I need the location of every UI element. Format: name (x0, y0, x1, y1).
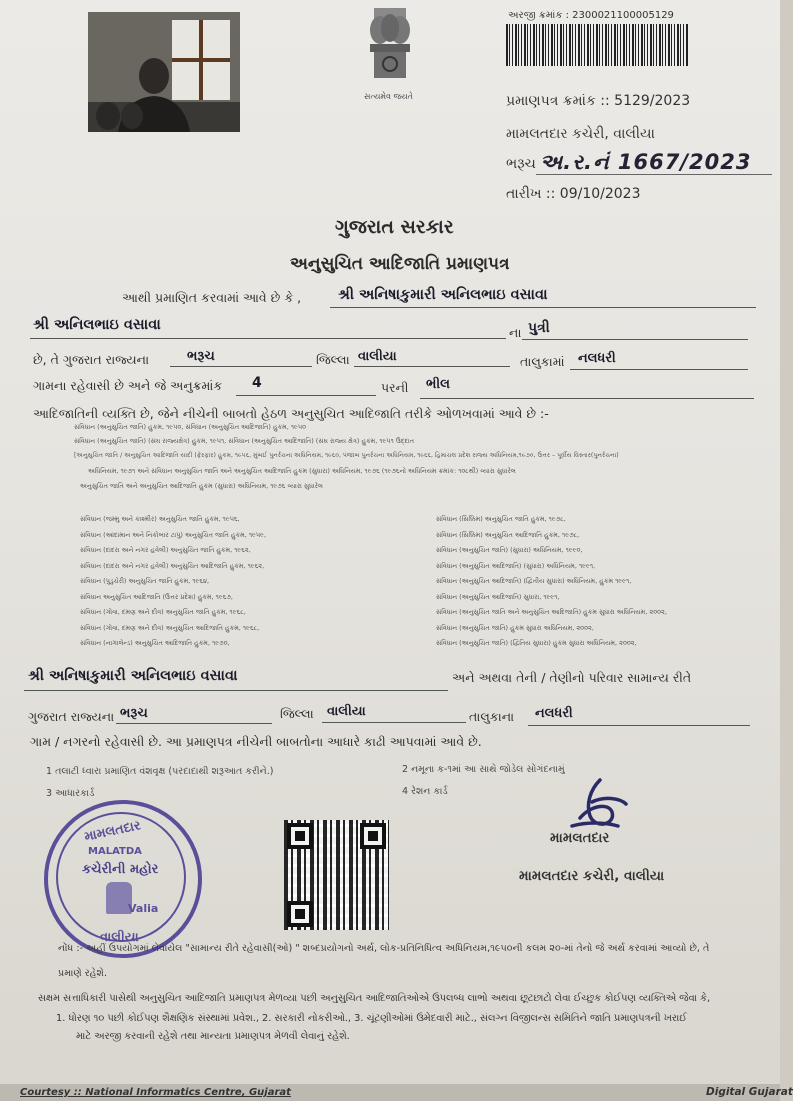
doc-item: 1 તલાટી ધ્વારા પ્રમાણિત વંશવૃક્ષ (પરદાદાથી શરૂઆત કરીને.) (46, 766, 274, 777)
doc-item: 3 આધારકાર્ડ (46, 788, 95, 799)
order-left-item: સંવિધાન (પુડુચેરી) અનુસુચિત જાતિ હુકમ, ૧૯૬૪, (80, 577, 210, 585)
order-right-item: સંવિધાન (અનુસુચિત જાતિ) (દ્વિતિય સુધારા) હુકમ સુધારા અધિનિયમ, ૨૦૦૨, (436, 639, 637, 647)
footer-courtesy: Courtesy :: National Informatics Centre, Gujarat (20, 1087, 291, 1098)
district-label: જિલ્લા (316, 352, 350, 367)
note-1b: પ્રમાણે રહેશે. (58, 968, 107, 979)
register-label: ભરૂચ (506, 156, 536, 172)
serial-number: 4 (252, 375, 262, 391)
order-intro-4: અધિનિયમ, ૧૯૭૧ અને સંવિધાન અનુસુચિત જાતિ અને અનુસુચિત આદિજાતિ હુકમ (સુધારા) અધિનિયમ, ૧૯૭૬ (૧૯૭૬નો અધિનિયમ ક્રમાંક: ૧૦૮થી) વ્યારા સુધારેલ (88, 467, 516, 475)
note-3b: માટે અરજી કરવાની રહેશે તથા માન્યતા પ્રમાણપત્ર મેળવી લેવાનું રહેશે. (76, 1031, 350, 1042)
orders-left-column (80, 515, 410, 655)
certify-line: આથી પ્રમાણિત કરવામાં આવે છે કે , (122, 290, 302, 305)
order-left-item: સંવિધાન અનુસુચિત આદિજાતિ (ઉત્તર પ્રદેશ) હુકમ, ૧૯૬૭, (80, 592, 233, 601)
order-left-item: સંવિધાન (નાગાલેન્ડ) અનુસુચિત આદિજાતિ હુકમ, ૧૯૭૦, (80, 639, 230, 647)
district-2: ભરૂચ (120, 706, 148, 721)
applicant-photo (88, 12, 240, 132)
footer-brand: Digital Gujarat (706, 1086, 793, 1098)
order-left-item: સંવિધાન (દાદરા અને નગર હવેલી) અનુસુચિત જાતિ હુકમ, ૧૯૬૨, (80, 546, 251, 554)
doc-item: 2 નમૂના ક-૧માં આ સાથે જોડેલ સોગંદનામું (402, 764, 565, 775)
order-right-item: સંવિધાન (અનુસુચિત આદિજાતિ) સુધારા, ૧૯૯૧, (436, 592, 560, 601)
village-2: નલધરી (535, 706, 573, 721)
national-emblem-icon (358, 0, 422, 90)
order-intro-5: અનુસુચિત જાતિ અને અનુસુચિત આદિજાતિ હુકમ (સુધારા) અધિનિયમ, ૧૯૭૬ વ્યારા સુધારેલ (80, 482, 323, 490)
order-right-item: સંવિધાન (અનુસુચિત જાતિ) હુકમ સુધારા અધિનિયમ, ૨૦૦૨, (436, 623, 594, 632)
application-number: અરજી ક્રમાંક : 2300021100005129 (508, 10, 674, 21)
barcode (506, 24, 688, 66)
resident-line: ગામના રહેવાસી છે અને જે અનુક્રમાંક (33, 378, 223, 393)
orders-right-column (436, 515, 736, 655)
applicant-name-2: શ્રી અનિષાકુમારી અનિલભાઇ વસાવા (28, 668, 238, 684)
handwritten-register-number: અ.ર.નં 1667/2023 (540, 150, 752, 174)
order-left-item: સંવિધાન (જમ્મુ અને કાશ્મીર) અનુસુચિત જાતિ હુકમ, ૧૯૫૬, (80, 515, 240, 523)
order-left-item: સંવિધાન (ગોવા, દમણ અને દીવ) અનુસુચિત જાતિ હુકમ, ૧૯૬૮, (80, 608, 246, 616)
emblem-motto: સત્યમેવ જયતે (364, 92, 413, 101)
order-intro-1: સંવિધાન (અનુસુચિત જાતિ) હુકમ, ૧૯૫૦, સંવિધાન (અનુસુચિત આદિજાતિ) હુકમ, ૧૯૫૦ (74, 423, 307, 431)
footer-bar (0, 1084, 793, 1101)
relation-prefix: ના (509, 325, 522, 340)
order-right-item: સંવિધાન (અનુસુચિત આદિજાતિ) (સુધારા) અધિનિયમ, ૧૯૯૧, (436, 561, 596, 570)
district: ભરૂચ (187, 349, 215, 364)
of-label: પરની (381, 380, 409, 395)
taluka: વાલીયા (358, 349, 397, 364)
government-title: ગુજરાત સરકાર (335, 216, 454, 238)
order-right-item: સંવિધાન (અનુસુચિત જાતિ) (સુધારા) અધિનિયમ, ૧૯૯૦, (436, 546, 583, 554)
family-line: અને અથવા તેની / તેણીનો પરિવાર સામાન્ય રીતે (452, 670, 692, 685)
tribe-name: ભીલ (426, 377, 450, 392)
state-line: છે, તે ગુજરાત રાજ્યના (33, 352, 150, 367)
order-right-item: સંવિધાન (સિક્કિમ) અનુસુચિત જાતિ હુકમ, ૧૯૭૮, (436, 515, 566, 523)
taluka-label-2: તાલુકાના (469, 709, 515, 724)
note-1: નોંધ :- અહીં ઉપયોગમાં લેવાયેલ "સામાન્ય રીતે રહેવાસી(ઓ) " શબ્દપ્રયોગનો અર્થ, લોક-પ્રતિનિધિત્વ અધિનિયમ,૧૯૫૦ની કલમ ૨૦-માં તેનો જે અર્થ કરવામાં આવ્યો છે, તે (58, 943, 710, 954)
state-line-2: ગુજરાત રાજ્યના (28, 709, 115, 724)
basis-line: ગામ / નગરનો રહેવાસી છે. આ પ્રમાણપત્ર નીચેની બાબતોના આધારે કાઢી આપવામાં આવે છે. (30, 734, 482, 749)
certificate-date: તારીખ :: 09/10/2023 (506, 186, 641, 202)
order-left-item: સંવિધાન (દાદરા અને નગર હવેલી) અનુસુચિત આદિજાતિ હુકમ, ૧૯૬૨, (80, 561, 265, 570)
applicant-name: શ્રી અનિષાકુમારી અનિલભાઇ વસાવા (338, 287, 548, 303)
order-intro-3: [અનુસુચિત જાતિ / અનુસુચિત આદિજાતિ યાદી (ફેરફાર) હુકમ, ૧૯૫૬, મુંબઈ પુનર્રચના અધિનિયમ, ૧૯૬૦, પંજાબ પુનર્રચના અધિનિયમ, ૧૯૬૬, હિમાચલ પ્રદેશ રાજ્ય અધિનિયમ,૧૯૭૦, ઉત્તર – પૂર્વીય વિસ્તાર(પુનર્રચના) (74, 452, 619, 459)
signatory-title: મામલતદાર (550, 830, 610, 846)
taluka-2: વાલીયા (327, 704, 366, 719)
taluka-label: તાલુકામાં (520, 354, 565, 369)
note-3: 1. ધોરણ ૧૦ પછી કોઈપણ શૈક્ષણિક સંસ્થામાં પ્રવેશ., 2. સરકારી નોકરીઓ., 3. ચૂંટણીઓમાં ઉમેદવારી માટે., સંલગ્ન વિજીલન્સ સમિતિને જાતિ પ્રમાણપત્રની ખરાઈ (56, 1013, 687, 1024)
order-right-item: સંવિધાન (અનુસુચિત આદિજાતિ) (દ્વિતીય સુધારા) અધિનિયમ, હુકમ ૧૯૯૧, (436, 577, 632, 585)
district-label-2: જિલ્લા (280, 706, 314, 721)
doc-item: 4 રેશન કાર્ડ (402, 786, 448, 797)
relation: પુત્રી (528, 320, 550, 336)
qr-code (284, 820, 389, 930)
issuing-office: મામલતદાર કચેરી, વાલીયા (506, 126, 655, 142)
order-left-item: સંવિધાન (ગોવા, દમણ અને દીવ) અનુસુચિત આદિજાતિ હુકમ, ૧૯૬૮, (80, 623, 260, 632)
order-right-item: સંવિધાન (અનુસુચિત જાતિ અને અનુસુચિત આદિજાતિ) હુકમ સુધારા અધિનિયમ, ૨૦૦૨, (436, 608, 667, 616)
parent-name: શ્રી અનિલભાઇ વસાવા (33, 317, 161, 333)
order-intro-2: સંવિધાન (અનુસુચિત જાતિ) (સંઘ રાજ્યક્ષેત્ર) હુકમ, ૧૯૫૧, સંવિધાન (અનુસુચિત આદિજાતિ) (સંઘ રાજ્ય ક્ષેત્ર) હુકમ, ૧૯૫૧ ઉદ્દાત (74, 437, 415, 445)
order-right-item: સંવિધાન (સિક્કિમ) અનુસુચિત આદિજાતિ હુકમ, ૧૯૭૮, (436, 530, 580, 539)
village: નલધરી (578, 351, 616, 366)
signatory-office: મામલતદાર કચેરી, વાલીયા (519, 868, 665, 884)
note-2: સક્ષમ સત્તાધિકારી પાસેથી અનુસુચિત આદિજાતિ પ્રમાણપત્ર મેળવ્યા પછી અનુસુચિત આદિજાતિઓએ ઉપલબ્ધ લાભો અથવા છૂટછાટો લેવા ઈચ્છુક કોઈપણ વ્યક્તિએ જેવા કે, (38, 993, 711, 1004)
certificate-title: અનુસુચિત આદિજાતિ પ્રમાણપત્ર (290, 254, 510, 274)
signature-mark (560, 776, 632, 836)
order-left-item: સંવિધાન (આંદામાન અને નિકોબાર ટાપુ) અનુસુચિત જાતિ હુકમ, ૧૯૫૯, (80, 530, 267, 539)
recognized-line: આદિજાતિની વ્યક્તિ છે, જેને નીચેની બાબતો હેઠળ અનુસુચિત આદિજાતિ તરીકે ઓળખવામાં આવે છે :- (33, 406, 549, 421)
certificate-number: પ્રમાણપત્ર ક્રમાંક :: 5129/2023 (506, 93, 691, 109)
office-seal-stamp: મામલતદાર MALATDA કચેરીની મહોર Valia વાલીયા (44, 800, 202, 958)
